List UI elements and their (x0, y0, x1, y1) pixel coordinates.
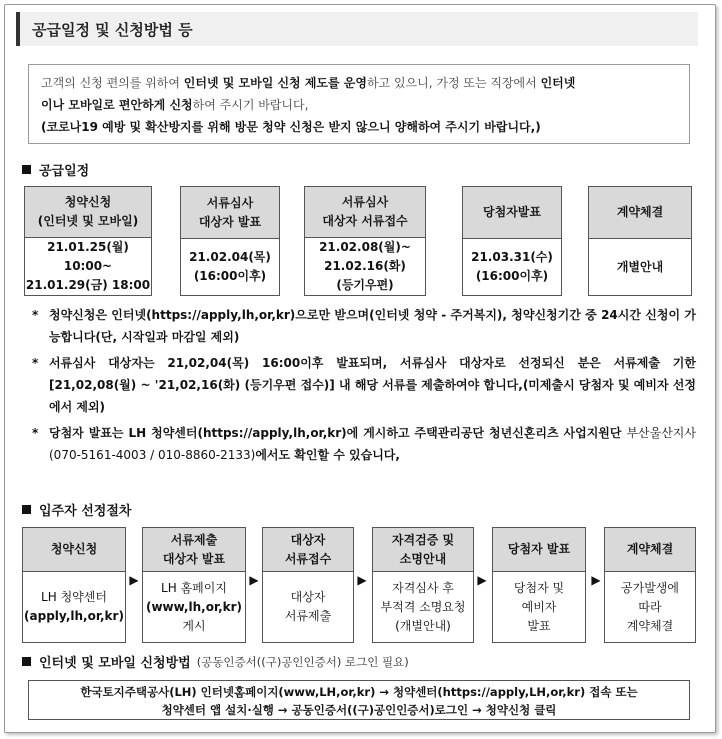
schedule-card (462, 186, 562, 296)
method-title-text: 인터넷 및 모바일 신청방법 (39, 656, 191, 671)
note-text: 청약신청은 인터넷(https://apply,lh,or,kr)으로만 받으며(인터넷 청약 - 주거복지), 청약신청기간 중 24시간 신청이 가능합니다(단, 시작일과 마감일 제외) (49, 308, 696, 344)
selection-card (492, 527, 586, 643)
schedule-card-head: 당첨자발표 (463, 187, 561, 239)
section-header (16, 12, 698, 46)
arrow-right-icon: ▶ (129, 573, 139, 587)
selection-title-text: 입주자 선정절차 (39, 504, 132, 519)
selection-card-head: 계약체결 (605, 528, 695, 572)
method-line-2: 청약센터 앱 설치·실행 → 공동인증서((구)공인인증서)로그인 → 청약신청 클릭 (161, 703, 557, 717)
schedule-card (304, 186, 426, 296)
selection-card (372, 527, 474, 643)
notice-text: 하여 주시기 바랍니다, (192, 98, 309, 112)
selection-card-body (143, 572, 245, 642)
method-box (28, 680, 690, 720)
schedule-card-head: 청약신청 (인터넷 및 모바일) (25, 187, 151, 238)
note-star: * (32, 308, 39, 322)
square-bullet-icon (22, 165, 31, 174)
selection-card (604, 527, 696, 643)
notice-bold: 이나 모바일로 편안하게 신청 (41, 98, 193, 112)
selection-card-body-url: (www,lh,or,kr) (145, 599, 243, 614)
note-item (32, 352, 696, 418)
note-star: * (32, 356, 39, 370)
section-header-title: 공급일정 및 신청방법 등 (32, 20, 193, 39)
notice-line-2 (41, 94, 677, 116)
note-item (32, 422, 696, 466)
notice-line-1 (41, 72, 677, 94)
selection-card-head: 자격검증 및 소명안내 (373, 528, 473, 572)
schedule-card-body: 21.01.25(월) 10:00~ 21.01.29(금) 18:00 (25, 240, 151, 292)
arrow-right-icon: ▶ (477, 573, 487, 587)
arrow-right-icon: ▶ (357, 573, 367, 587)
selection-card-body: 대상자 서류제출 (284, 590, 332, 623)
schedule-title-text: 공급일정 (39, 164, 90, 179)
schedule-card (24, 186, 152, 296)
schedule-card-head: 서류심사 대상자 서류접수 (305, 187, 425, 238)
selection-card (142, 527, 246, 643)
schedule-card (588, 186, 692, 296)
notice-line-3: (코로나19 예방 및 확산방지를 위해 방문 청약 신청은 받지 않으니 양해하여 주시기 바랍니다,) (41, 120, 541, 134)
selection-card-body: 자격심사 후 부적격 소명요청 (개별안내) (380, 580, 466, 633)
square-bullet-icon (22, 657, 31, 666)
selection-card-head: 서류제출 대상자 발표 (143, 528, 245, 572)
selection-title (22, 500, 131, 519)
schedule-card-body: 21.03.31(수) (16:00이후) (471, 250, 553, 283)
selection-card-body: 공가발생에 따라 계약체결 (621, 580, 679, 633)
note-text: 서류심사 대상자는 21,02,04(목) 16:00이후 발표되며, 서류심사 대상자로 선정되신 분은 서류제출 기한 [21,02,08(월) ~ '21,02,16(화) (등기우편 접수)] 내 해당 서류를 제출하여야 합니다,(미제출시 당첨자 및 예비자 선정에서 제외) (49, 356, 696, 414)
schedule-title (22, 160, 89, 179)
note-contact: 부산울산지사(070-5161-4003 / 010-8860-2133) (49, 426, 696, 462)
selection-card-body: 당첨자 및 예비자 발표 (513, 580, 565, 633)
note-text: 당첨자 발표는 LH 청약센터(https://apply,lh,or,kr)에 게시하고 주택관리공단 청년신혼리츠 사업지원단 (49, 426, 627, 440)
notice-bold: 인터넷 및 모바일 신청 제도를 운영 (183, 76, 367, 90)
selection-card (262, 527, 354, 643)
notice-bold: 인터넷 (540, 76, 576, 90)
method-subtitle: (공동인증서((구)공인인증서) 로그인 필요) (196, 654, 409, 669)
notice-text: 하고 있으니, 가정 또는 직장에서 (366, 76, 541, 90)
schedule-card-head: 서류심사 대상자 발표 (181, 187, 279, 239)
schedule-card (180, 186, 280, 296)
selection-card-body-url: (apply,lh,or,kr) (24, 609, 124, 623)
selection-card-head: 청약신청 (23, 528, 125, 572)
selection-card-body-text: 게시 (182, 618, 206, 633)
notes-list (32, 304, 696, 470)
schedule-card-head: 계약체결 (589, 187, 691, 239)
note-star: * (32, 426, 39, 440)
note-item (32, 304, 696, 348)
notice-text: 고객의 신청 편의를 위하여 (41, 76, 184, 90)
method-line-1: 한국토지주택공사(LH) 인터넷홈페이지(www,LH,or,kr) → 청약센터(https://apply,LH,or,kr) 접속 또는 (80, 685, 638, 699)
arrow-right-icon: ▶ (249, 573, 259, 587)
selection-card (22, 527, 126, 643)
schedule-card-body: 21.02.04(목) (16:00이후) (189, 250, 271, 283)
selection-card-head: 대상자 서류접수 (263, 528, 353, 572)
arrow-right-icon: ▶ (591, 573, 601, 587)
selection-card-body (23, 572, 125, 642)
selection-card-body-text: LH 청약센터 (41, 590, 107, 604)
notice-box (28, 64, 690, 144)
square-bullet-icon (22, 505, 31, 514)
selection-card-head: 당첨자 발표 (493, 528, 585, 572)
selection-card-body-text: LH 홈페이지 (161, 580, 227, 595)
note-text: 에서도 확인할 수 있습니다, (255, 448, 400, 462)
schedule-card-body: 개별안내 (616, 259, 664, 274)
schedule-card-body: 21.02.08(월)~ 21.02.16(화) (등기우편) (319, 240, 411, 292)
method-title (22, 652, 409, 671)
